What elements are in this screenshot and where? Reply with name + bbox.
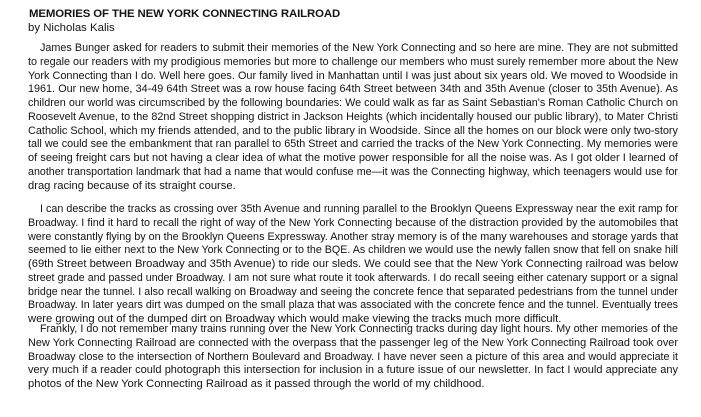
text-line: children our world was circumscribed by the following boundaries: We could walk as far as Saint Sebastian's Roman Catholic Church on (28, 97, 678, 109)
text-line: Frankly, I do not remember many trains running over the New York Connecting tracks during day light hours. My other memories of the (40, 323, 678, 335)
text-line: Broadway. I find it hard to recall the right of way of the New York Connecting because of the distraction provided by the automobiles that (28, 216, 678, 229)
text-line: were constantly flying by on the Brooklyn Queens Expressway. Another stray memory is of the many warehouses and storage yards that (28, 230, 678, 243)
text-line: I can describe the tracks as crossing over 35th Avenue and running parallel to the Brooklyn Queens Expressway near the exit ramp for (40, 203, 678, 215)
article-byline: by Nicholas Kalis (28, 22, 115, 34)
text-line: of seeing freight cars but not having a clear idea of what the motive power responsible for all the noise was. As I got older I learned of (28, 152, 678, 164)
text-line: Catholic School, which my friends attended, and to the public library in Woodside. Since all the homes on our block were only two-story (28, 124, 678, 137)
text-line: street grade and passed under Broadway. I am not sure what route it took afterwards. I do recall seeing either catenary support or a signal (28, 271, 678, 284)
text-line: James Bunger asked for readers to submit their memories of the New York Connecting and so here are mine. They are not submitted (40, 42, 678, 54)
text-line: Roosevelt Avenue, to the 82nd Street shopping district in Jackson Heights (which incidentally housed our public library), to Mater Christi (28, 110, 678, 123)
text-line: tall we could see the embankment that ran parallel to 65th Street and carried the tracks of the New York Connecting. My memories were (28, 138, 678, 151)
text-line: photos of the New York Connecting Railroad as it passed through the world of my childhood. (28, 378, 485, 390)
paragraph-2 (28, 203, 678, 327)
paragraph-3 (28, 323, 678, 392)
paragraph-1 (28, 42, 678, 193)
text-line: to regale our readers with my prodigious memories but more to challenge our members who must surely remember more about the New (28, 55, 678, 68)
text-line: (69th Street between Broadway and 35th Avenue) to ride our sleds. We could see that the New York Connecting railroad was below (28, 258, 678, 270)
text-line: 1961. Our new home, 34-49 64th Street was a row house facing 64th Street between 34th and 35th Avenue (closer to 35th Avenue). As (28, 83, 678, 96)
text-line: very much if a reader could photograph this intersection for inclusion in a future issue of our newsletter. In fact I would appreciate any (28, 364, 678, 377)
text-line: York Connecting than I do. Well here goes. Our family lived in Manhattan until I was just about six years old. We moved to Woodside in (28, 69, 678, 82)
text-line: Broadway close to the intersection of Northern Boulevard and Broadway. I have never seen a picture of this area and would appreciate it (28, 350, 678, 363)
article-title: MEMORIES OF THE NEW YORK CONNECTING RAILROAD (29, 8, 341, 20)
text-line: New York Connecting Railroad are connected with the overpass that the passenger leg of the New York Connecting Railroad took over (28, 336, 678, 349)
text-line: bridge near the tunnel. I also recall walking on Broadway and seeing the concrete fence that separated pedestrians from the tunnel under (28, 285, 678, 298)
text-line: seemed to lie either next to the New York Connecting or to the BQE. As children we would use the newly fallen snow that fell on snake hill (28, 244, 678, 257)
text-line: drag racing because of its straight course. (28, 179, 236, 192)
text-line: another transportation landmark that had a name that would confuse me—it was the Connecting highway, which teenagers would use for (28, 165, 678, 178)
text-line: were growing out of the dumped dirt on Broadway which would make viewing the tracks much more difficult. (28, 313, 562, 325)
text-line: Broadway. In later years dirt was dumped on the small plaza that was associated with the concrete fence and the tunnel. Eventually trees (28, 299, 678, 312)
